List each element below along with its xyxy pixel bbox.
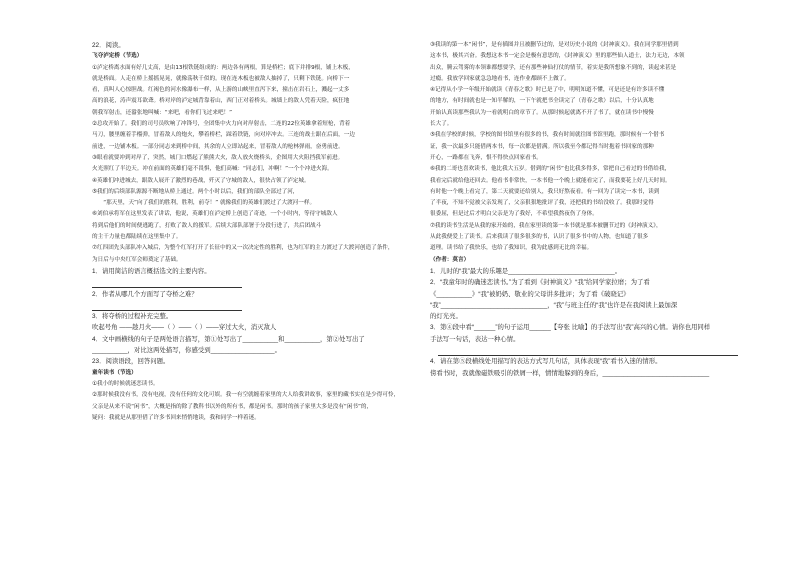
question-line: 2．作者从哪几个方面写了夺桥之难？ — [92, 290, 198, 298]
passage-line: 马刀，腰里缠着手榴弹，冒着敌人的炮火，攀着桥栏，踩着铁链，向对岸冲去。三连的战士跟在后面，一边 — [92, 132, 355, 139]
section-title: 飞夺泸定桥（节选） — [92, 53, 143, 60]
passage-line: ②总攻开始了。我们的司号员吹响了冲锋号，全团集中火力向对岸射击，二连的22位英雄拿着短枪，背着 — [92, 121, 351, 128]
passage-line: 从此我便爱上了读书。后来我读了很多很多的书，认识了很多书中的人物，也知道了很多 — [430, 234, 649, 241]
passage-line: ⑥刘伯承将军在这里发表了讲话，他说，英雄们在泸定桥上创造了奇迹，一个小时内，等待守城敌人 — [92, 211, 338, 218]
passage-line: 火光照红了半边天。冲在前面的英雄们毫不畏惧，他们高喊：“同志们，冲啊！”一个个冲进火海。 — [92, 166, 333, 173]
question-line: 1．请用简洁的语言概括选文的主要内容。 — [92, 267, 211, 275]
passage-line: ⑤我在学校的时候，学校的图书馆里有很多的书，我有时间就往图书馆里跑，那时候有一个借书 — [430, 132, 665, 139]
answer-line — [430, 345, 755, 356]
passage-line: 高的浪花，涛声震耳欲聋。桥对岸的泸定城背靠着山，西门正对着桥头。城墙上的敌人凭着天险，疯狂地 — [92, 98, 350, 105]
question-line: 2．“我童年时的确迷恋读书。”为了看到《封神演义》“我”给同学家拉磨；为了看 — [430, 279, 650, 287]
question-line: 的灯光亮。 — [430, 313, 462, 321]
passage-line: 了半夜，不知不觉被父亲发现了，父亲狠狠地批评了我，还把我的书给没收了。我那时觉得 — [430, 200, 654, 207]
question-line: “我”______________________________，“我”与班主任的“我”也许是在我阅读上最加深 — [430, 301, 678, 309]
answer-line-rule — [438, 345, 738, 356]
passage-line: 将到后他们的时间便逃跑了，打败了敌人的援军。后续大部队部署于分段行进了，共后团战斗 — [92, 222, 322, 229]
answer-line-rule — [92, 300, 242, 311]
question-line: 《__________》“我”被奶奶、敬业的父母讲多批评；为了看《破晓记》 — [430, 290, 630, 298]
passage-line: 开心，一路都在飞奔，恨不得快点回家看书。 — [430, 154, 542, 161]
passage-line: ①我小的时候就迷恋读书。 — [92, 380, 159, 387]
answer-line-rule — [92, 277, 242, 288]
answer-line — [92, 277, 417, 288]
passage-line: 我看完后就给他还回去。他看书非常快，一本书他一个晚上就能看完了，而我要花上好几天时间。 — [430, 177, 671, 184]
right-column — [430, 40, 755, 379]
passage-line: 证，我一次最多只能借两本书，每一次都是借满。所以我至今都记得当时抱着书回家的那种 — [430, 143, 654, 150]
passage-line: 过瘾。我放学回家就急急地看书，连作业都顾不上做了。 — [430, 75, 570, 82]
question-line: __________，对比这两处描写，你感受到__________________。 — [92, 347, 281, 355]
passage-line: 出众，腾云驾雾的本领谁都想要学，还有那些神仙打仗的情节，着实是我所想象不到的，读起来甚是 — [430, 64, 677, 71]
passage-line: ③我读的第一本“闲书”，是有插图并且被删节过的，是对历史小说的《封神演义》。我在同学那里借到 — [430, 42, 679, 48]
passage-line: 开始认真读那些我认为一看就明白的章节了。从那时候起就离不开了书了，就在读书中慢慢 — [430, 109, 654, 116]
question-line: 4．文中画横线的句子是两处语言描写，第①处写出了__________和__________，第②处写出了 — [92, 335, 365, 343]
question-line: 4．请在第⑤段横线处用描写的表达方式写几句话，具体表现“我”看书入迷的情形。 — [430, 358, 662, 366]
question-line: 22．阅读。 — [92, 42, 125, 49]
answer-line — [92, 300, 417, 311]
passage-line: ⑦红四团先头部队冲入城后，为整个红军打开了长征中的又一次决定性的胜利，也为红军的主力渡过了大渡河创造了条件， — [92, 245, 394, 252]
question-line: 傍看书时，我就像磁铁吸引的铁屑一样，情情地躲到的身后，______________________________ — [430, 369, 710, 377]
question-line: 3．将夺桥的过程补充完整。 — [92, 313, 173, 321]
passage-line: 的主干力量也都陆续在这里集中了。 — [92, 234, 182, 241]
passage-line: ②那时候我没有书，没有电视，没有任何的文化可娱。我一有空就缠着家里的大人给我讲故事，家里的藏书实在是少得可怜， — [92, 392, 400, 399]
passage-line: ⑥我的二哥也喜欢读书，他比我大五岁。借到的“闲书”也比我多得多，常把自己看过的书借给我， — [430, 166, 671, 173]
passage-line: ③眼看就要冲到对岸了，突然，城门口燃起了熊熊大火，敌人放火烧桥头，企图用大火阻挡我军前进。 — [92, 154, 344, 161]
question-line: 吹起号角 ——趁月火——（ ）——（ ）——穿过大火，消灭敌人 — [92, 324, 277, 332]
passage-line: 为日后与中央红军会师奠定了基础。 — [92, 256, 182, 263]
passage-line: 道理。读书给了我快乐，也给了我知识，我为此感到无比的幸福。 — [430, 245, 593, 252]
passage-line: ④记得从小学一年级开始就读《青春之歌》时已是了中，明明知道不懂，可是还是有许多读不懂 — [430, 87, 665, 94]
passage-line: 有时他一个晚上看完了，第二天就要还给别人，我只好熬夜看。有一回为了读完一本书，读到 — [430, 188, 660, 195]
passage-line: ①泸定桥离水面有好几丈高，是由13根铁链组成的：两边各有两根，算是桥栏；底下并排9根，铺上木板， — [92, 64, 354, 71]
passage-line: ⑤我们的后续部队源源不断地从桥上通过。两个小时以后，我们的部队全部过了河， — [92, 188, 299, 195]
passage-line: 父亲是从来不说“闲书”，大概是指的除了教科书以外的所有书，都是闲书。那时的孩子家里大多是没有“闲书”的， — [92, 403, 373, 410]
passage-line: ④英雄们冲进城去，跟敌人展开了激烈的巷战，歼灭了守城的敌人，很快占领了泸定城。 — [92, 177, 310, 184]
question-line: 1．儿时的“我”最大的乐趣是______________________________。 — [430, 267, 622, 275]
question-line: 3．第④段中看“______”的句子运用______【夸张 比喻】的手法写出“我”高兴的心情。请你也用同样 — [430, 324, 711, 332]
passage-line: 前进，一边铺木板。一部分同志来到桥中间，其余的人立即站起来，冒着敌人的枪林弹雨，奋勇前进。 — [92, 143, 344, 150]
passage-line: 疑问：我就是从那里借了许多书回来悄悄地读，我和同学一样着迷。 — [92, 414, 260, 421]
passage-line: ⑦我的读书生活是从我的家开始的，我在家里读的第一本书就是那本被删节过的《封神演义》， — [430, 222, 662, 229]
passage-line: 长大了。 — [430, 121, 453, 128]
left-column — [92, 40, 417, 424]
passage-line: 的地方，有时间就也是一知半解的，一下午就把书全读完了（青春之歌）以后，十分认真地 — [430, 98, 654, 105]
passage-line: 很委屈，但是过后才明白父亲是为了我好，不希望我熬夜伤了身体。 — [430, 211, 598, 218]
question-line: 手法写一句话，表达一种心情。 — [430, 335, 520, 343]
section-title: 童年读书（节选） — [92, 369, 137, 376]
passage-line: 这本书，极其兴奋。我想这本书一定会是极有意思的，《封神演义》里的那些仙人道士，法力无边，本领 — [430, 53, 685, 60]
passage-line: 朝我军射击，还嚣张地叫喊：“来吧，看你们飞过来吧！” — [92, 109, 233, 116]
passage-line: “那天里，天”向了我们的胜利，胜利，前夺！” 就像我们的英雄们渡过了大渡河一样。 — [92, 200, 316, 207]
section-title: （作者：莫言） — [430, 256, 470, 263]
passage-line: 就是桥面。人走在桥上摇摇晃晃，就像荡秋千似的。现在连木板也被敌人抽掉了，只剩下铁链。向桥下一 — [92, 75, 350, 82]
passage-line: 看，真叫人心惊胆战。红褐色的河水像瀑布一样，从上游的山峡里直泻下来，撞击在岩石上，溅起一丈多 — [92, 87, 350, 94]
question-line: 23．阅读语段，回答问题。 — [92, 358, 170, 366]
